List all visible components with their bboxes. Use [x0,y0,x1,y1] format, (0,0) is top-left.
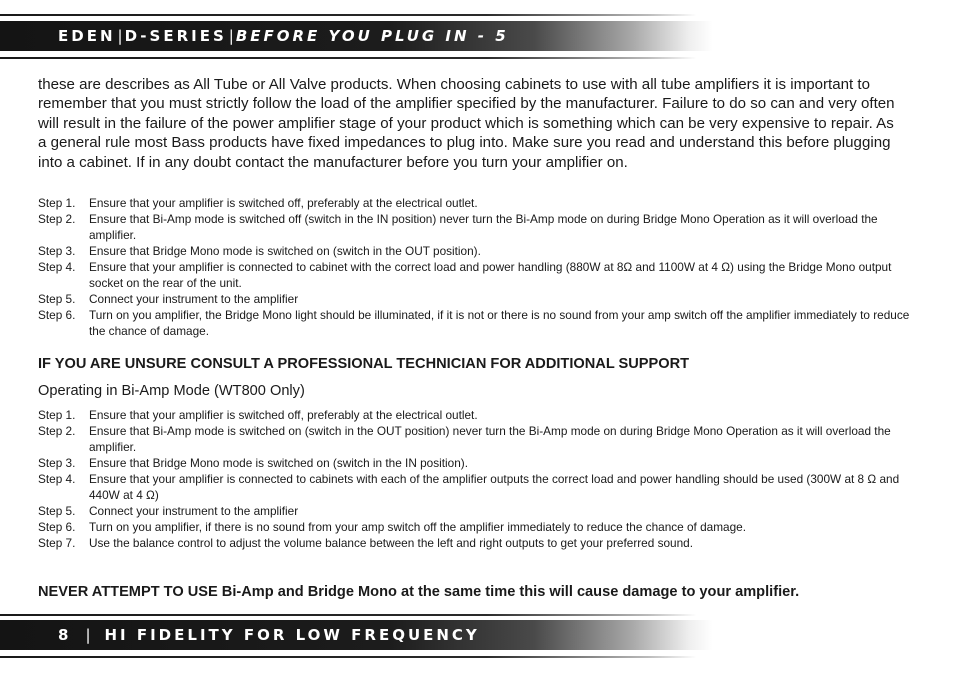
header-top-rule [0,14,810,16]
step-item [38,291,918,307]
footer-tagline: HI FIDELITY FOR LOW FREQUENCY [104,626,480,644]
biamp-steps [38,407,918,551]
biamp-section-heading: Operating in Bi-Amp Mode (WT800 Only) [38,383,305,399]
step-text: Ensure that Bi-Amp mode is switched off (switch in the IN position) never turn the Bi-Amp mode on during Bridge Mono Operation as it will overload the amplifier. [89,212,878,242]
step-number: Step 6. [38,308,76,322]
step-number: Step 1. [38,408,76,422]
step-item [38,455,918,471]
step-item [38,471,918,503]
step-item [38,519,918,535]
step-text: Ensure that Bridge Mono mode is switched on (switch in the IN position). [89,456,468,470]
step-item [38,423,918,455]
step-number: Step 6. [38,520,76,534]
step-number: Step 4. [38,260,76,274]
header-brand: EDEN [58,27,116,45]
intro-paragraph: these are describes as All Tube or All Valve products. When choosing cabinets to use with all tube amplifiers it is important to remember that you must strictly follow the load of the amplifier specified by the manufacturer. Failure to do so can and very often will result in the failure of the power amplifier stage of your product which is something which can be very expensive to repair. As a general rule most Bass products have fixed impedances to plug into. Make sure you read and understand this before plugging into a cabinet. If in any doubt contact the manufacturer before you turn your amplifier on. [38,76,895,171]
step-number: Step 5. [38,292,76,306]
step-item [38,535,918,551]
step-item [38,211,918,243]
step-text: Turn on you amplifier, the Bridge Mono light should be illuminated, if it is not or there is no sound from your amp switch off the amplifier immediately to reduce the chance of damage. [89,308,910,338]
header-separator: | [117,27,123,45]
step-text: Ensure that Bi-Amp mode is switched on (switch in the OUT position) never turn the Bi-Amp mode on during Bridge Mono Operation as it will overload the amplifier. [89,424,891,454]
page-number: 8 [58,626,72,644]
step-number: Step 2. [38,212,76,226]
header-section-title: BEFORE YOU PLUG IN - 5 [235,27,509,45]
step-number: Step 3. [38,244,76,258]
footer-top-rule [0,614,810,616]
step-item [38,195,918,211]
header-separator: | [228,27,234,45]
step-number: Step 1. [38,196,76,210]
page-footer [58,628,480,643]
consult-warning: IF YOU ARE UNSURE CONSULT A PROFESSIONAL TECHNICIAN FOR ADDITIONAL SUPPORT [38,356,690,372]
page-header [58,29,509,44]
step-item [38,503,918,519]
step-text: Connect your instrument to the amplifier [89,292,299,306]
bridge-mono-steps [38,195,918,339]
step-number: Step 7. [38,536,76,550]
footer-separator: | [85,626,91,644]
step-text: Ensure that your amplifier is switched off, preferably at the electrical outlet. [89,196,478,210]
step-text: Ensure that your amplifier is switched off, preferably at the electrical outlet. [89,408,478,422]
step-item [38,307,918,339]
never-warning: NEVER ATTEMPT TO USE Bi-Amp and Bridge Mono at the same time this will cause damage to your amplifier. [38,584,800,600]
step-text: Turn on you amplifier, if there is no sound from your amp switch off the amplifier immediately to reduce the chance of damage. [89,520,747,534]
header-bottom-rule [0,57,810,59]
step-text: Ensure that your amplifier is connected to cabinet with the correct load and power handling (880W at 8Ω and 1100W at 4 Ω) using the Bridge Mono output socket on the rear of the unit. [89,260,892,290]
step-text: Ensure that your amplifier is connected to cabinets with each of the amplifier outputs the correct load and power handling should be used (300W at 8 Ω and 440W at 4 Ω) [89,472,900,502]
footer-bottom-rule [0,656,810,658]
step-item [38,259,918,291]
step-number: Step 3. [38,456,76,470]
step-item [38,407,918,423]
step-item [38,243,918,259]
header-series: D-SERIES [124,27,227,45]
step-text: Ensure that Bridge Mono mode is switched on (switch in the OUT position). [89,244,481,258]
step-number: Step 5. [38,504,76,518]
step-text: Use the balance control to adjust the volume balance between the left and right outputs to get your preferred sound. [89,536,693,550]
step-number: Step 2. [38,424,76,438]
step-text: Connect your instrument to the amplifier [89,504,299,518]
step-number: Step 4. [38,472,76,486]
